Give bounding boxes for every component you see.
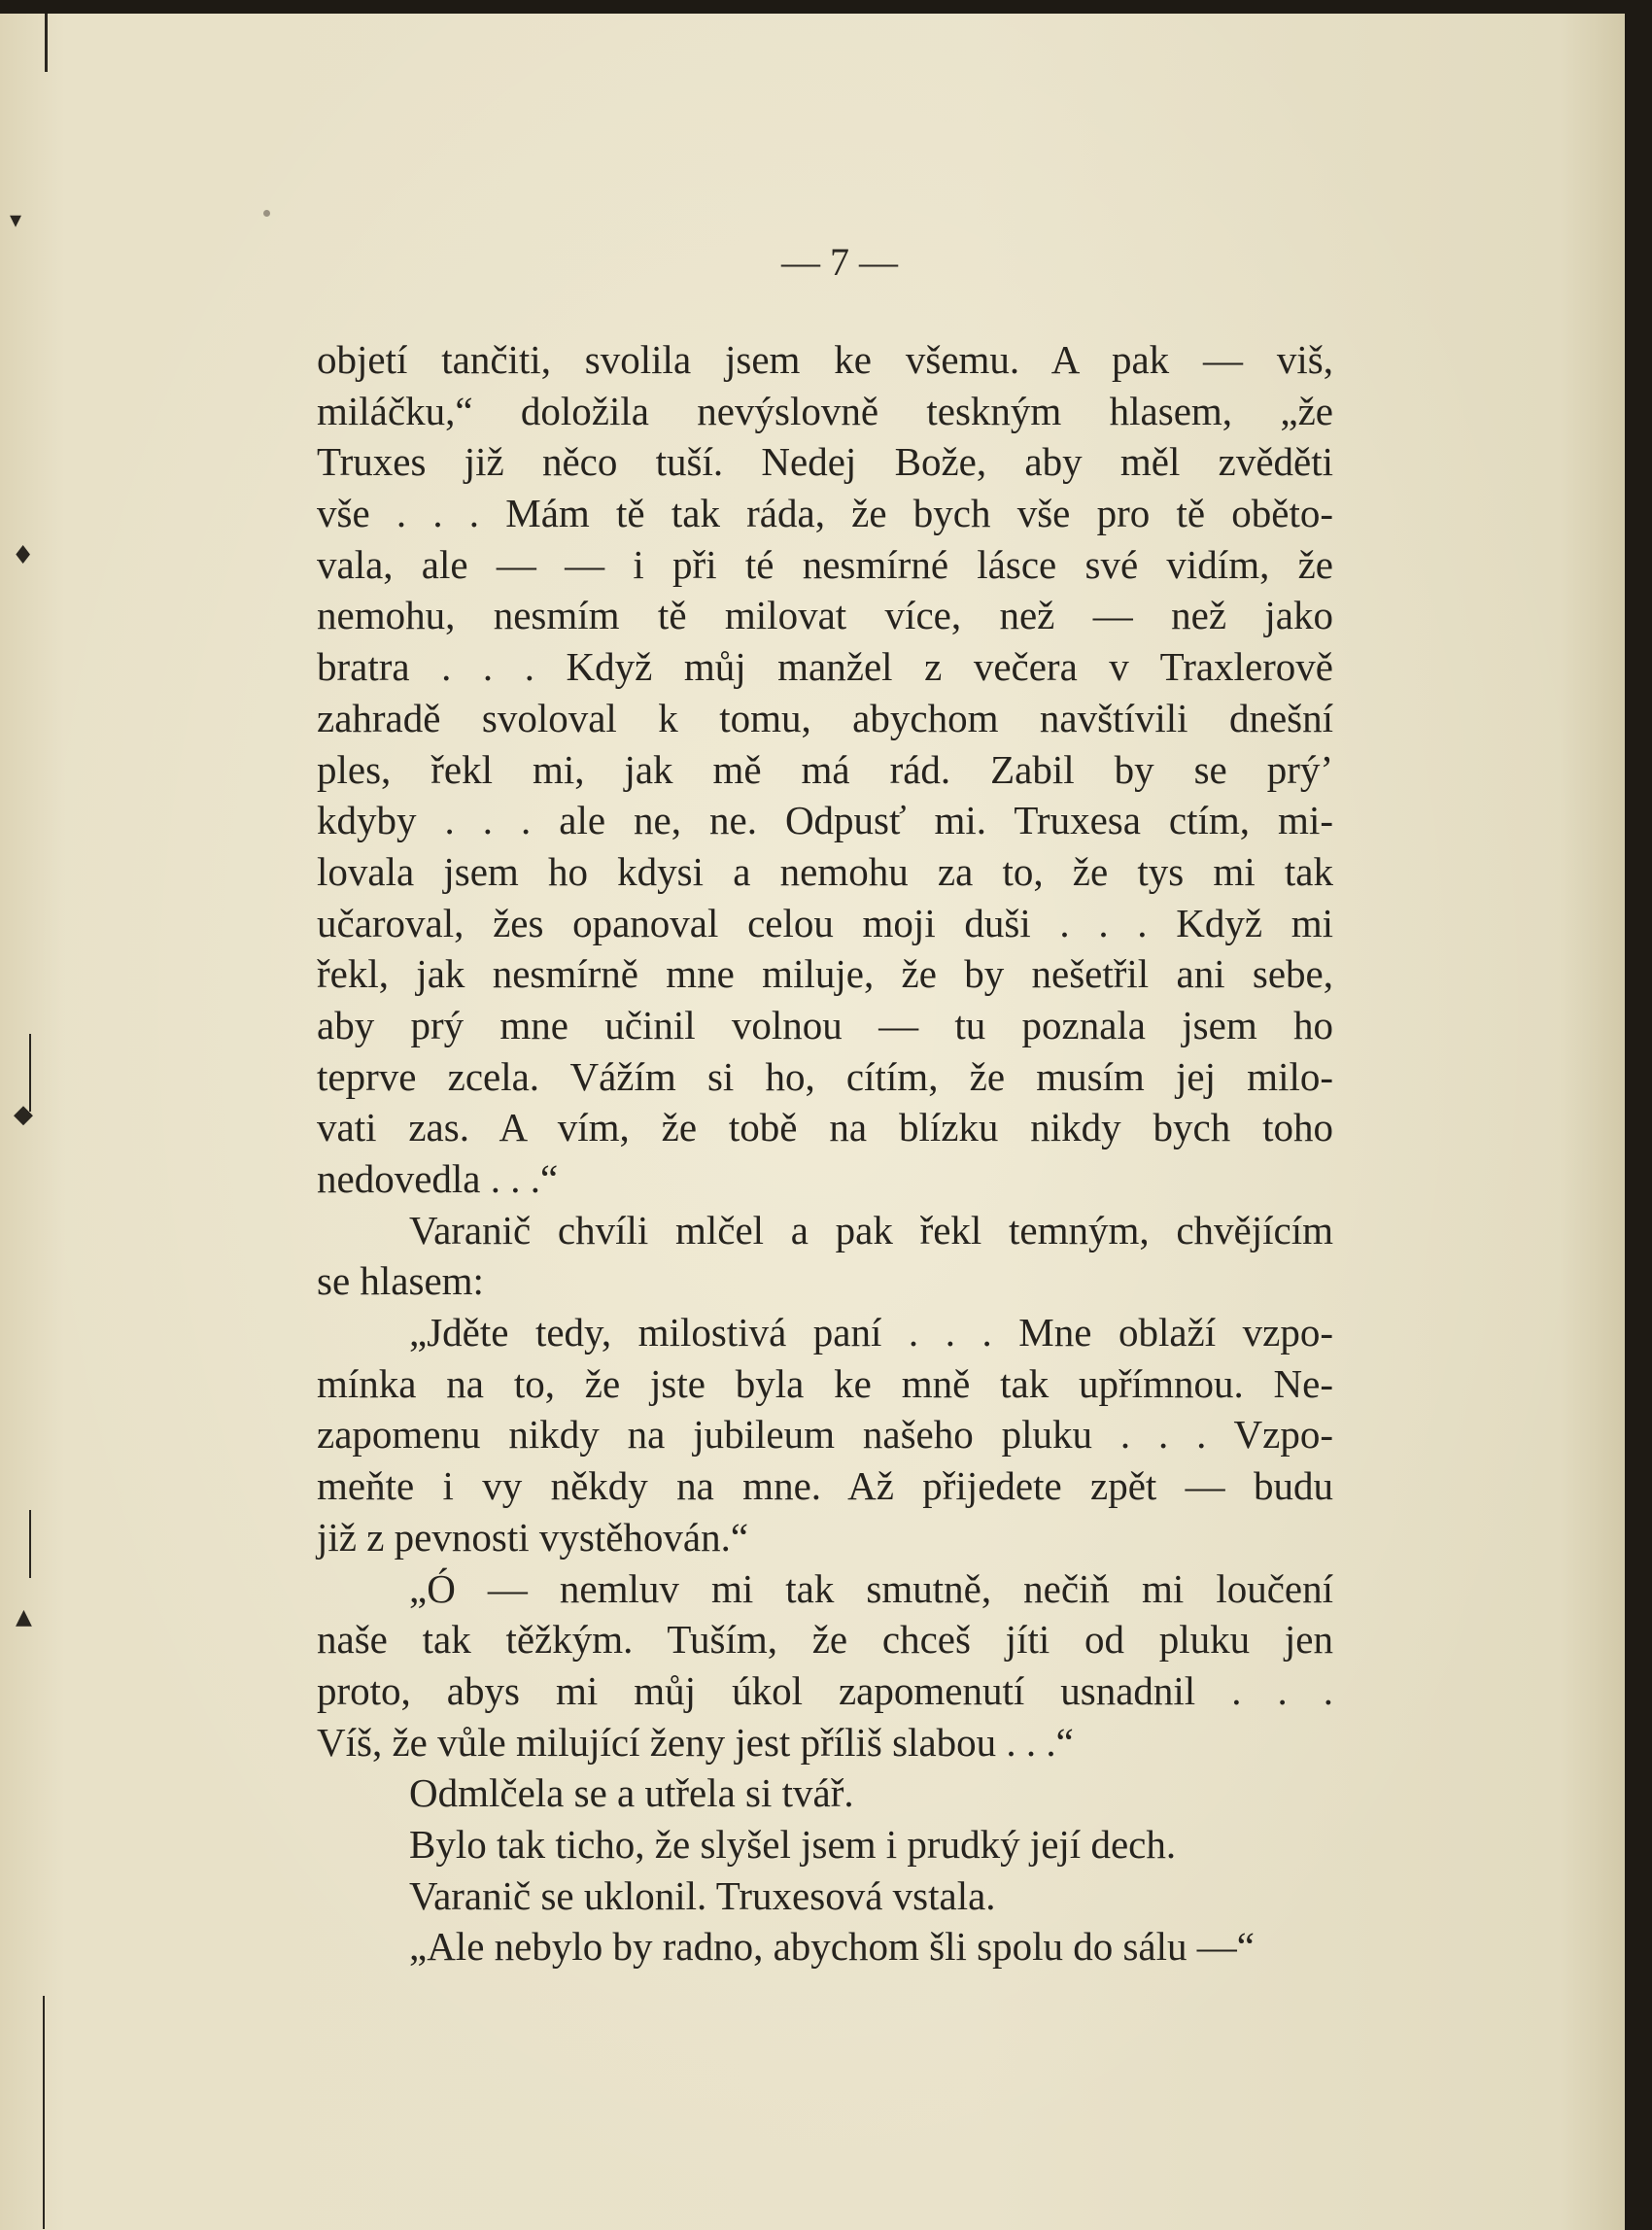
text-line: se hlasem: xyxy=(317,1258,484,1304)
binding-mark: ◆ xyxy=(14,1100,33,1129)
text-line: lovala jsem ho kdysi a nemohu za to, že tys mi tak xyxy=(317,848,1333,894)
text-line: zahradě svoloval k tomu, abychom navštívili dnešní xyxy=(317,695,1333,740)
text-line: nedovedla . . .“ xyxy=(317,1156,559,1201)
binding-edge xyxy=(45,14,48,72)
text-line: mínka na to, že jste byla ke mně tak upřímnou. Ne- xyxy=(317,1360,1333,1406)
binding-thread xyxy=(43,1996,45,2229)
text-line: Truxes již něco tuší. Nedej Bože, aby měl zvěděti xyxy=(317,439,1333,485)
text-line: objetí tančiti, svolila jsem ke všemu. A pak — viš, xyxy=(317,337,1333,382)
text-line: bratra . . . Když můj manžel z večera v Traxlerově xyxy=(317,644,1333,690)
text-line: vati zas. A vím, že tobě na blízku nikdy bych toho xyxy=(317,1105,1333,1150)
text-line: vala, ale — — i při té nesmírné lásce své vidím, že xyxy=(317,541,1333,587)
text-line: Odmlčela se a utřela si tvář. xyxy=(409,1770,854,1816)
text-line: aby prý mne učinil volnou — tu poznala jsem ho xyxy=(317,1002,1333,1047)
text-line: „Jděte tedy, milostivá paní . . . Mne oblaží vzpo- xyxy=(409,1310,1333,1355)
text-line: meňte i vy někdy na mne. Až přijedete zpět — budu xyxy=(317,1463,1333,1509)
book-page xyxy=(0,14,1625,2230)
binding-mark: ♦ xyxy=(12,541,35,570)
text-line: učaroval, žes opanoval celou moji duši . . . Když mi xyxy=(317,900,1333,945)
page-number: — 7 — xyxy=(781,240,898,284)
binding-mark: ▲ xyxy=(16,1605,32,1630)
text-line: kdyby . . . ale ne, ne. Odpusť mi. Truxesa ctím, mi- xyxy=(317,798,1333,843)
text-line: již z pevnosti vystěhován.“ xyxy=(317,1514,749,1560)
binding-mark: ▾ xyxy=(10,206,22,233)
text-line: ples, řekl mi, jak mě má rád. Zabil by se prý’ xyxy=(317,746,1333,792)
text-line: vše . . . Mám tě tak ráda, že bych vše pro tě oběto- xyxy=(317,491,1333,536)
text-line: miláčku,“ doložila nevýslovně teskným hlasem, „že xyxy=(317,388,1333,433)
text-line: teprve zcela. Vážím si ho, cítím, že musím jej milo- xyxy=(317,1053,1333,1099)
text-line: Varanič se uklonil. Truxesová vstala. xyxy=(409,1872,996,1918)
text-line: nemohu, nesmím tě milovat více, než — než jako xyxy=(317,593,1333,638)
body-text xyxy=(317,334,1333,1973)
text-line: „Ale nebylo by radno, abychom šli spolu do sálu —“ xyxy=(409,1924,1255,1970)
binding-thread xyxy=(29,1510,31,1578)
text-line: řekl, jak nesmírně mne miluje, že by nešetřil ani sebe, xyxy=(317,951,1333,997)
text-line: Víš, že vůle milující ženy jest příliš slabou . . .“ xyxy=(317,1719,1074,1765)
text-line: naše tak těžkým. Tuším, že chceš jíti od pluku jen xyxy=(317,1617,1333,1663)
text-line: zapomenu nikdy na jubileum našeho pluku . . . Vzpo- xyxy=(317,1412,1333,1458)
text-line: proto, abys mi můj úkol zapomenutí usnadnil . . . xyxy=(317,1667,1333,1713)
speck xyxy=(263,210,270,217)
text-line: Bylo tak ticho, že slyšel jsem i prudký její dech. xyxy=(409,1821,1177,1867)
text-line: „Ó — nemluv mi tak smutně, nečiň mi loučení xyxy=(409,1565,1333,1611)
text-line: Varanič chvíli mlčel a pak řekl temným, chvějícím xyxy=(409,1207,1333,1252)
